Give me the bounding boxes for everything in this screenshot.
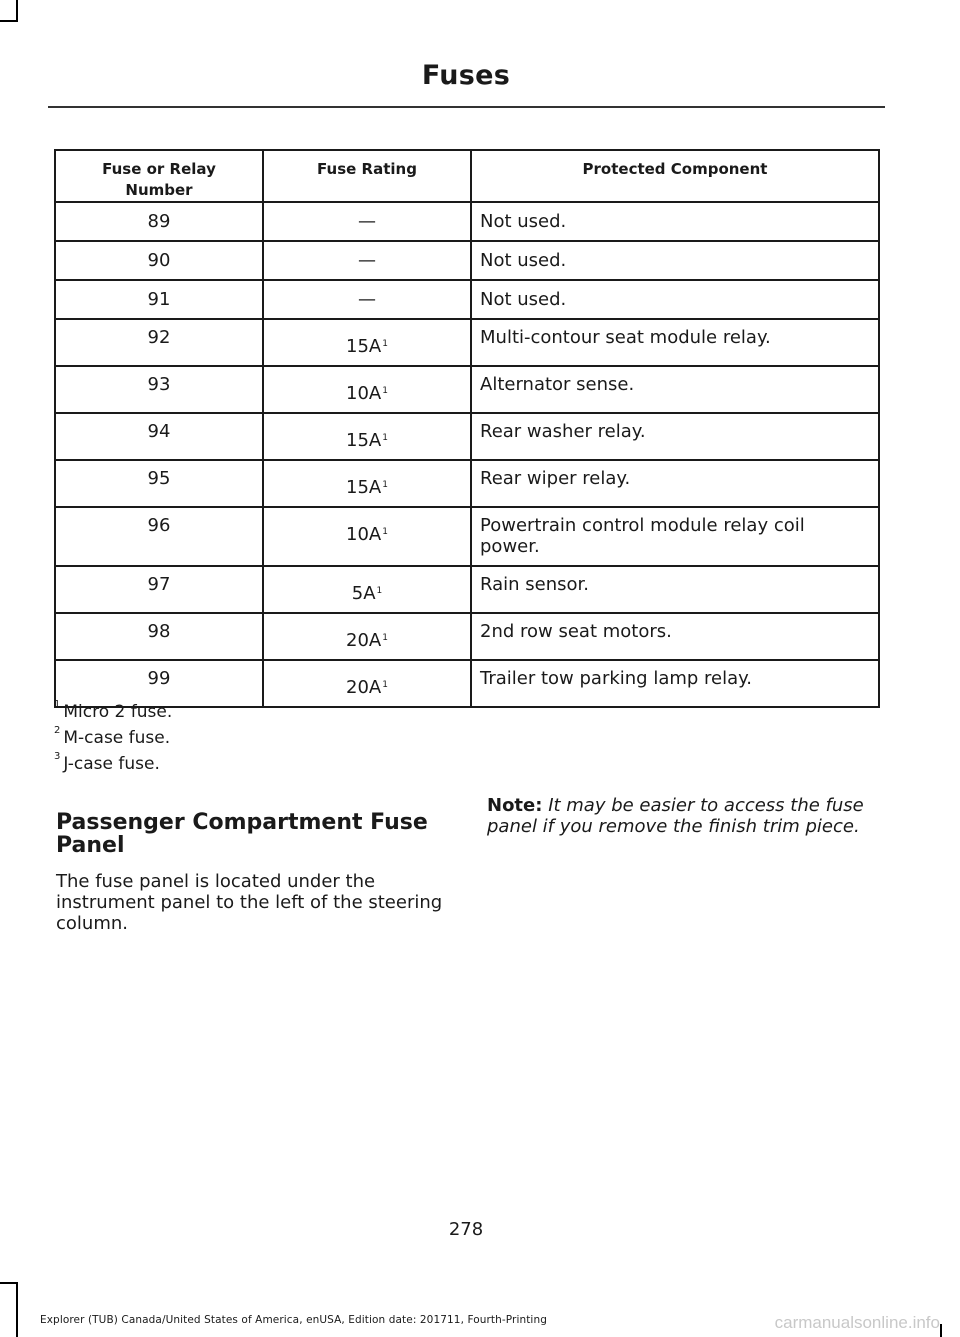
footnote-marker: 1 (382, 633, 388, 643)
fuse-rating (263, 413, 471, 460)
header-fuse-number: Fuse or Relay Number (55, 150, 263, 202)
rating-value: — (358, 250, 376, 271)
protected-component: 2nd row seat motors. (471, 613, 879, 660)
fuse-rating (263, 241, 471, 280)
table-row (55, 280, 879, 319)
title-divider (48, 106, 885, 108)
table-row (55, 202, 879, 241)
rating-value: — (358, 211, 376, 232)
footnote-text: M-case fuse. (63, 728, 171, 748)
rating-value: 10A (346, 383, 382, 404)
edition-line: Explorer (TUB) Canada/United States of America, enUSA, Edition date: 201711, Fourth-Printing (40, 1314, 547, 1326)
rating-value: — (358, 289, 376, 310)
table-row (55, 241, 879, 280)
fuse-rating (263, 460, 471, 507)
fuse-number: 97 (55, 566, 263, 613)
footnote (54, 699, 173, 722)
crop-mark (16, 1282, 18, 1337)
fuse-number: 93 (55, 366, 263, 413)
fuse-rating (263, 202, 471, 241)
table-row (55, 460, 879, 507)
note (487, 795, 887, 837)
footnote-marker: 1 (376, 586, 383, 596)
footnote-marker: 1 (382, 433, 388, 443)
fuse-number: 96 (55, 507, 263, 566)
footnote-marker: 1 (382, 680, 388, 690)
footnote-mark: 1 (54, 699, 61, 710)
fuse-number: 94 (55, 413, 263, 460)
fuse-rating (263, 319, 471, 366)
fuse-table (54, 149, 880, 708)
header-fuse-rating: Fuse Rating (263, 150, 471, 202)
footnote-marker: 1 (382, 339, 388, 349)
note-label: Note: (487, 795, 543, 816)
section-heading: Passenger Compartment Fuse Panel (56, 810, 428, 858)
table-header-row (55, 150, 879, 202)
table-row (55, 366, 879, 413)
protected-component: Rear washer relay. (471, 413, 879, 460)
footnote (54, 751, 160, 774)
table-row (55, 613, 879, 660)
body-paragraph: The fuse panel is located under the instrument panel to the left of the steering column. (56, 871, 443, 934)
crop-mark (16, 0, 18, 22)
protected-component: Alternator sense. (471, 366, 879, 413)
table-row (55, 507, 879, 566)
rating-value: 20A (346, 630, 382, 651)
fuse-number: 89 (55, 202, 263, 241)
page-title: Fuses (421, 60, 511, 91)
rating-value: 20A (346, 677, 382, 698)
footnote-text: Micro 2 fuse. (63, 702, 173, 722)
protected-component: Multi-contour seat module relay. (471, 319, 879, 366)
protected-component: Not used. (471, 241, 879, 280)
crop-mark (0, 1282, 18, 1284)
rating-value: 15A (346, 477, 382, 498)
protected-component: Trailer tow parking lamp relay. (471, 660, 879, 707)
rating-value: 5A (351, 583, 376, 604)
table-row (55, 413, 879, 460)
crop-mark (0, 20, 18, 22)
rating-value: 10A (346, 524, 382, 545)
table-row (55, 319, 879, 366)
table-row (55, 566, 879, 613)
fuse-rating (263, 507, 471, 566)
rating-value: 15A (346, 336, 382, 357)
fuse-rating (263, 660, 471, 707)
protected-component: Powertrain control module relay coil power. (471, 507, 879, 566)
fuse-rating (263, 366, 471, 413)
protected-component: Not used. (471, 202, 879, 241)
page-number: 278 (448, 1219, 484, 1240)
footnote-text: J-case fuse. (63, 754, 160, 774)
fuse-number: 95 (55, 460, 263, 507)
note-text: It may be easier to access the fuse panel if you remove the finish trim piece. (487, 795, 864, 837)
crop-mark (940, 1324, 942, 1337)
footnote (54, 725, 171, 748)
header-protected-component: Protected Component (471, 150, 879, 202)
footnote-marker: 1 (382, 527, 388, 537)
protected-component: Rear wiper relay. (471, 460, 879, 507)
fuse-number: 90 (55, 241, 263, 280)
watermark: carmanualsonline.info (774, 1313, 940, 1332)
footnote-marker: 1 (382, 480, 388, 490)
footnote-marker: 1 (382, 386, 388, 396)
table-row (55, 660, 879, 707)
footnote-mark: 3 (54, 751, 61, 762)
rating-value: 15A (346, 430, 382, 451)
protected-component: Rain sensor. (471, 566, 879, 613)
fuse-rating (263, 280, 471, 319)
protected-component: Not used. (471, 280, 879, 319)
fuse-rating (263, 566, 471, 613)
fuse-number: 92 (55, 319, 263, 366)
footnote-mark: 2 (54, 725, 61, 736)
fuse-number: 91 (55, 280, 263, 319)
fuse-number: 98 (55, 613, 263, 660)
fuse-number: 99 (55, 660, 263, 707)
fuse-rating (263, 613, 471, 660)
